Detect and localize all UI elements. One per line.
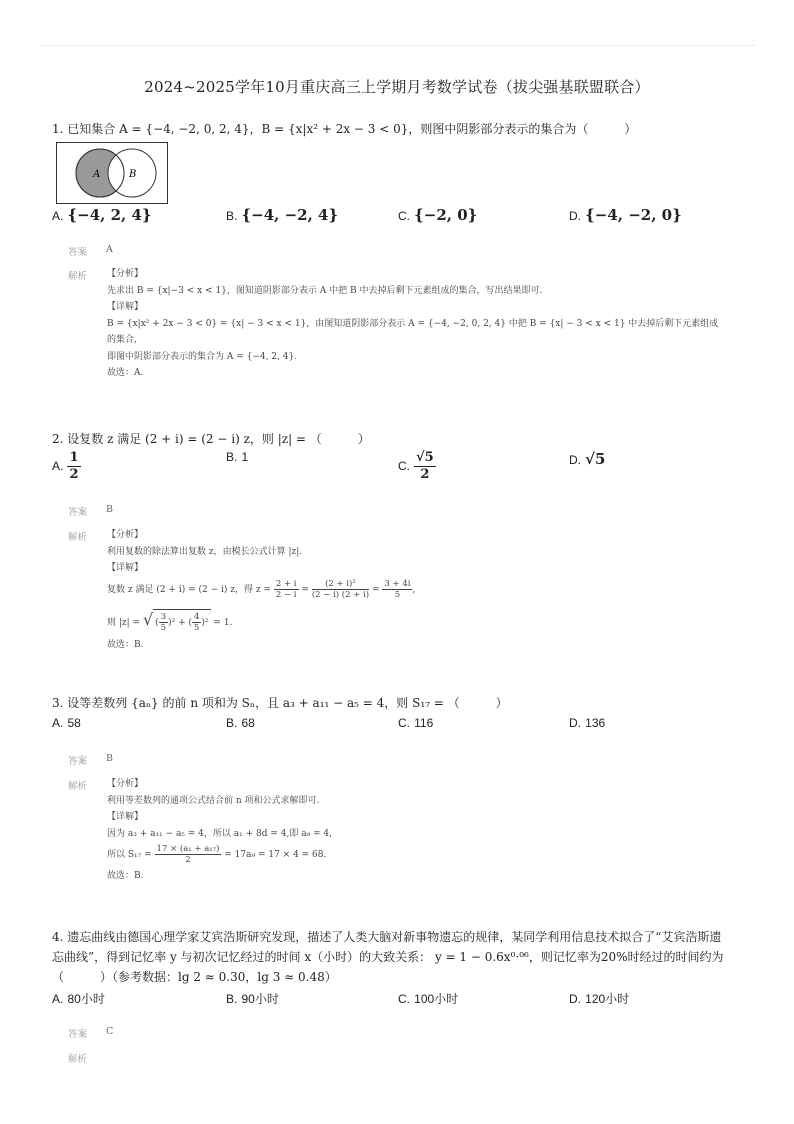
top-divider <box>38 45 756 46</box>
explanation-label: 解析 <box>68 532 88 543</box>
option-b[interactable]: B. 1 <box>226 450 249 464</box>
option-d[interactable]: D. {−4, −2, 0} <box>569 206 682 224</box>
option-b[interactable]: B. {−4, −2, 4} <box>226 206 339 224</box>
venn-diagram <box>56 142 168 204</box>
venn-label-b: B <box>129 169 137 180</box>
explanation-label: 解析 <box>68 1054 88 1065</box>
answer-row: 答案 A <box>68 244 113 258</box>
option-c[interactable]: C. 116 <box>398 716 434 730</box>
question-2-solution: 【分析】 利用复数的除法算出复数 z，由模长公式计算 |z|. 【详解】 复数 z 满足 (2 + i) = (2 − i) z，得 z = $\frac{2 + i}{2 - i}$ = $\frac{\text{(2 + i)²}}{(2 - i) (2 + i)}$ = $\frac{3 + 4i}{5}$ , 则 |z| = √ ( $\frac{3}{5}$ )² + ( $\frac{4}{5}$ )² = 1. 故选：B. <box>107 530 416 650</box>
option-b[interactable]: B. 90小时 <box>226 992 279 1006</box>
option-b[interactable]: B. 68 <box>226 716 255 730</box>
option-c[interactable]: C. 100小时 <box>398 992 459 1006</box>
option-c[interactable]: C. $\frac{√5}{2}$ <box>398 450 434 482</box>
option-c[interactable]: C. {−2, 0} <box>398 206 478 224</box>
venn-label-a: A <box>93 169 101 180</box>
option-a[interactable]: A. {−4, 2, 4} <box>52 206 152 224</box>
question-3-solution: 【分析】 利用等差数列的通项公式结合前 n 项和公式求解即可. 【详解】 因为 a₃ + a₁₁ − a₅ = 4，所以 a₁ + 8d = 4,即 a₉ = 4, 所以 S₁₇ = $\frac{\text{17 × (a₁ + a₁₇)}}{2}$ = 17a₉ = 17 × 4 = 68. 故选：B. <box>107 779 333 881</box>
answer-row: 答案 B <box>68 504 113 518</box>
explanation-label: 解析 <box>68 781 88 792</box>
explanation-label: 解析 <box>68 271 88 282</box>
question-3-stem: 3. 设等差数列 {aₙ} 的前 n 项和为 Sₙ，且 a₃ + a₁₁ − a₅ = 4，则 S₁₇ = （ ） <box>52 696 508 710</box>
option-a[interactable]: A. 58 <box>52 716 81 730</box>
option-d[interactable]: D. 120小时 <box>569 992 630 1006</box>
option-a[interactable]: A. 80小时 <box>52 992 105 1006</box>
question-4-stem-line-1: 4. 遗忘曲线由德国心理学家艾宾浩斯研究发现，描述了人类大脑对新事物遗忘的规律，某同学利用信息技术拟合了“艾宾浩斯遗 <box>52 930 722 944</box>
answer-row: 答案 B <box>68 753 113 767</box>
page-title: 2024~2025学年10月重庆高三上学期月考数学试卷（拔尖强基联盟联合） <box>144 78 650 96</box>
question-4-stem-line-2: 忘曲线”，得到记忆率 y 与初次记忆经过的时间 x（小时）的大致关系： y = 1 − 0.6x⁰·⁰⁶，则记忆率为20%时经过的时间约为 <box>52 950 724 964</box>
question-1-solution: 【分析】 先求出 B = {x|−3 < x < 1}，图知道阴影部分表示 A 中把 B 中去掉后剩下元素组成的集合，写出结果即可. 【详解】 B = {x|x² + 2x − 3 < 0} = {x| − 3 < x < 1}，由图知道阴影部分表示 A = {−4, −2, 0, 2, 4} 中把 B = {x| − 3 < x < 1} 中去掉后剩下元素组成 的集合, 即图中阴影部分表示的集合为 A = {−4, 2, 4}. 故选：A. <box>107 269 719 378</box>
question-4-stem-line-3: （ ）（参考数据：lg 2 ≈ 0.30，lg 3 ≈ 0.48） <box>52 970 337 984</box>
question-1-stem: 1. 已知集合 A = {−4, −2, 0, 2, 4}，B = {x|x² + 2x − 3 < 0}，则图中阴影部分表示的集合为（ ） <box>52 122 637 136</box>
answer-row: 答案 C <box>68 1026 114 1040</box>
option-d[interactable]: D. 136 <box>569 716 606 730</box>
option-d[interactable]: D. √5 <box>569 450 606 468</box>
option-a[interactable]: A. $\frac{1}{2}$ <box>52 450 79 482</box>
question-2-stem: 2. 设复数 z 满足 (2 + i) = (2 − i) z，则 |z| = （ ） <box>52 432 370 446</box>
